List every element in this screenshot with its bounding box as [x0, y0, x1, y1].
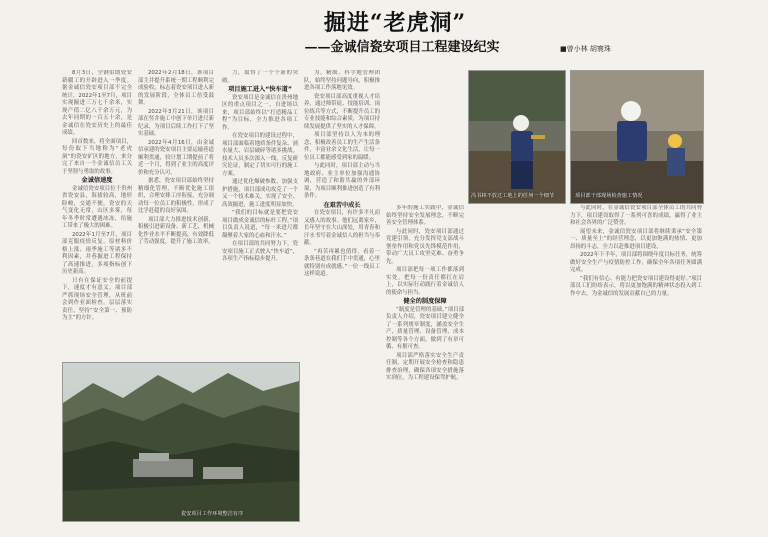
article-paragraph: 项目部严格落实安全生产责任制，定期开展安全检查和隐患排查治理，确保各项安全措施落实到位，为工程建设保驾护航。 — [386, 352, 464, 381]
article-byline: ■曾小林 胡寰珠 — [560, 45, 611, 53]
article-paragraph: 2022年3月21日，该项目部在竖井施工中创下单月进尺新纪录，为项目后续工作打下了坚实基础。 — [138, 108, 214, 137]
article-paragraph: 在项目部的共同努力下，瓷安项目施工正式驶入“快车道”，各项生产指标稳步提升。 — [222, 241, 298, 262]
article-paragraph: 在瓷安项目，有许多平凡而又感人的故事。他们远离家乡，长年坚守在大山深处，用青春和汗水书写着金诚信人的担当与奉献。 — [304, 210, 380, 246]
article-paragraph: “我们有信心、有能力把瓷安项目建设得更好。”项目部员工们纷纷表示，将以更加饱满的精神状态投入到工作中去，为金诚信的发展贡献自己的力量。 — [570, 275, 702, 297]
article-paragraph: 为，精细、科学地管理团队，始终坚持问题导向，积极推进各项工作落地见效。 — [304, 70, 380, 91]
section-heading: 项目施工进入“快车道” — [228, 86, 292, 93]
article-paragraph: 与此同时，项目部主动与当地政府、业主单位加强沟通协调，营造了和谐共赢的外部环境，为项目顺利推进创造了有利条件。 — [304, 163, 380, 199]
article-paragraph: 项目部坚持以人为本的理念，积极改善员工的生产生活条件，丰富业余文化生活，让每一位员工都能感受到家的温暖。 — [304, 132, 380, 161]
article-paragraph: 只有在保证安全的前提下，速度才有意义。项目部严抓现场安全管理，从班前会到作业面检查，层层落实责任，坚持“安全第一、预防为主”的方针。 — [62, 277, 132, 321]
article-subtitle: ——金诚信瓷安项目工程建设纪实 — [304, 40, 500, 55]
article-paragraph: 力，取得了一个个新的突破。 — [222, 70, 298, 84]
section-heading: 健全的制度保障 — [403, 298, 447, 305]
article-paragraph: 2022年2月18日，该项目部主井提升系统一期工程顺利完成验收，标志着瓷安项目进入新的发展阶段，全体员工倍受鼓舞。 — [138, 70, 214, 106]
article-paragraph: “我们的目标就是要把瓷安项目做成金诚信的标杆工程。”项目负责人说道，“每一米进尺都凝聚着大家的心血和汗水。” — [222, 210, 298, 239]
landscape-photo — [62, 362, 300, 522]
article-paragraph: 展望未来，金诚信瓷安项目部将继续秉承“安全第一、质量至上”的经营理念，以更加饱满的热情、更加昂扬的斗志，全力以赴推进项目建设。 — [570, 228, 702, 250]
text-column-2 — [138, 70, 214, 360]
worker-inspection-photo — [468, 70, 566, 204]
landscape-photo-caption: 瓷安项目工作环境整洁有序 — [181, 511, 244, 517]
article-paragraph: 金诚信瓷安项目位于贵州省瓷安县，海拔较高，地形险峻，交通不便，瓷安的天气变化无常，山区多雾，每年冬季时常遭遇冰冻，给施工带来了极大的困难。 — [62, 185, 132, 229]
article-paragraph: 8月3日，全钢伯朗瓷安新疆工的开辟进入一季度。据金诚信瓷安项目部不完全统计，2022年1至7月，项目实现掘进三万七千余米，实现产值二亿八千余万元，为去年同期的一百五十余，是金诚信在瓷安历史上的最佳成绩。 — [62, 70, 132, 136]
article-paragraph: 回首数来，将全面项目，每份取下当地称为“老虎洞”的瓷安矿区的地方，来分完了来自一个金诚信员工关于坚韧与勇取的故事。 — [62, 138, 132, 175]
article-paragraph: 与此同时，瓷安项目部通过党建引领，充分发挥党支部战斗堡垒作用和党员先锋模范作用，带动广大员工攻坚克难、奋勇争先。 — [386, 228, 464, 265]
site-workers-image — [571, 71, 703, 203]
section-heading: 金诚信速度 — [81, 177, 113, 184]
worker-inspection-image — [469, 71, 565, 203]
site-workers-caption: 项目部干部现场检查施工情况 — [575, 193, 643, 199]
article-paragraph: 多年的施工实践中，金诚信始终坚持安全发展理念，不断完善安全管理体系。 — [386, 205, 464, 226]
article-paragraph: 2022年1月至7月，项目部克服疫情反复、原材料价格上涨、雨季施工等诸多不利因素，井巷掘进工程保持了高速推进，多项指标创下历史新高。 — [62, 231, 132, 275]
article-paragraph: 项目部把每一项工作都落到实处，把每一份责任都扛在肩上，以实际行动践行着金诚信人的使命与担当。 — [386, 267, 464, 296]
text-column-6 — [570, 205, 702, 525]
section-heading: 在艰苦中成长 — [323, 201, 361, 209]
article-paragraph: 2022年4月16日，由金诚信承建的瓷安项目主要运输巷道顺利贯通，较计划工期提前了将近一个月，得到了业主的高度评价和充分认可。 — [138, 139, 214, 176]
article-paragraph: 项目部大力推进技术创新，积极引进新设备、新工艺，机械化作业水平不断提高，有效降低了劳动强度，提升了施工效率。 — [138, 216, 214, 245]
text-column-5 — [386, 205, 464, 525]
article-paragraph: 据悉，瓷安项目部始终坚持精细化管理，不断优化施工组织，合理安排工序衔接，充分调动每一位员工的积极性，形成了比学赶超的良好氛围。 — [138, 178, 214, 214]
text-column-3 — [222, 70, 298, 360]
article-paragraph: 瓷安项目部高度重视人才培养，通过师带徒、技能培训、岗位练兵等方式，不断提升员工的专业技能和综合素质，为项目持续发展提供了坚实的人才保障。 — [304, 93, 380, 130]
article-paragraph: “再苦再累也值得，看着一条条巷道在我们手中贯通，心里就特别有成就感。”一位一线员工这样说道。 — [304, 248, 380, 277]
article-paragraph: 2022年下半年，项目部将围绕年度目标任务，统筹做好安全生产与疫情防控工作，确保全年各项任务圆满完成。 — [570, 252, 702, 273]
article-paragraph: “制度是管理的基础。”项目部负责人介绍，瓷安项目建立健全了一系列规章制度，涵盖安全生产、质量管理、设备管理、成本控制等各个方面，做到了有章可循、有据可查。 — [386, 306, 464, 350]
worker-inspection-caption: 冯书林不放过工地上的任何一个细节 — [471, 193, 555, 199]
site-workers-photo — [570, 70, 704, 204]
text-column-4 — [304, 70, 380, 525]
article-paragraph: 与此同时，在金诚信瓷安项目部全体员工的共同努力下，项目建设取得了一系列可喜的成绩，赢得了业主和社会各界的广泛赞誉。 — [570, 205, 702, 226]
article-paragraph: 瓷安项目是金诚信在贵州地区的重点项目之一。自进场以来，项目部始终以“打造精品工程”为目标，全力推进各项工作。 — [222, 94, 298, 131]
text-column-1 — [62, 70, 132, 360]
article-paragraph: 通过优化爆破参数、加强支护措施，项目部成功攻克了一个又一个技术难关，实现了安全、高效掘进，施工进度明显加快。 — [222, 179, 298, 208]
article-paragraph: 在瓷安项目的建设过程中，项目部面临着地质条件复杂、涌水量大、岩层破碎等诸多挑战。技术人员多次深入一线，反复研究论证，制定了切实可行的施工方案。 — [222, 133, 298, 177]
article-title: 掘进“老虎洞” — [323, 10, 467, 36]
landscape-photo-image — [63, 363, 299, 521]
